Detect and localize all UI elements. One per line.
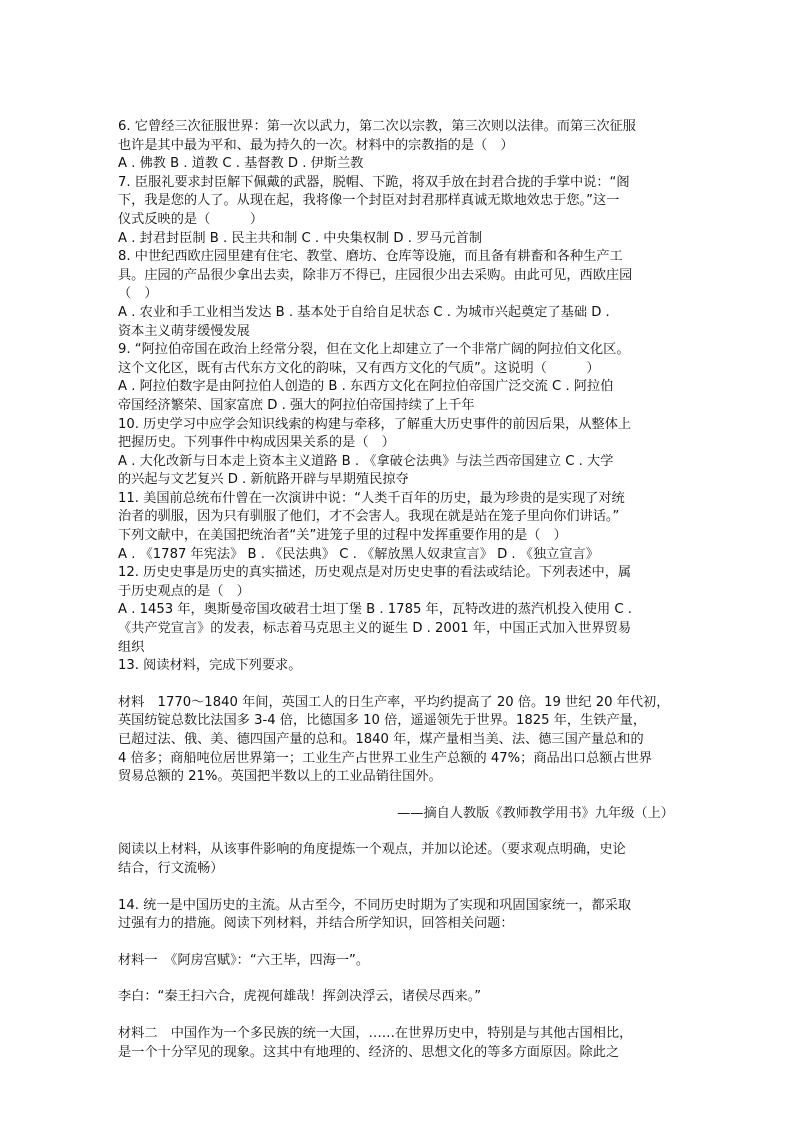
question-text: 下列文献中，在美国把统治者“关”进笼子里的过程中发挥重要作用的是（ ） [118, 528, 567, 544]
material-text: 贸易总额的 21%。英国把半数以上的工业品销往国外。 [118, 769, 442, 785]
question-options: A . 封君封臣制 B . 民主共和制 C . 中央集权制 D . 罗马元首制 [118, 230, 483, 246]
spacer [118, 787, 678, 805]
spacer [118, 676, 678, 694]
spacer [118, 879, 678, 897]
spacer [118, 1007, 678, 1025]
question-6 [118, 118, 678, 174]
material-text: 是一个十分罕见的现象。这其中有地理的、经济的、思想文化的等多方面原因。除此之 [118, 1044, 620, 1060]
question-14 [118, 897, 678, 1063]
spacer [118, 934, 678, 952]
question-text: 12. 历史史事是历史的真实描述，历史观点是对历史史事的看法或结论。下列表述中，属 [118, 565, 632, 581]
question-text: 具。庄园的产品很少拿出去卖，除非万不得已，庄园很少出去采购。由此可见，西欧庄园 [118, 267, 633, 283]
question-options: A . 佛教 B . 道教 C . 基督教 D . 伊斯兰教 [118, 156, 364, 172]
question-text: 于历史观点的是（ ） [118, 583, 250, 599]
question-10 [118, 416, 678, 490]
question-options: 《共产党宣言》的发表，标志着马克思主义的诞生 D . 2001 年，中国正式加入世界贸易 [118, 621, 632, 637]
material-text: 英国纺锭总数比法国多 3-4 倍，比德国多 10 倍，遥遥领先于世界。1825 年，生铁产量， [118, 713, 647, 729]
question-options: 帝国经济繁荣、国家富庶 D . 强大的阿拉伯帝国持续了上千年 [118, 397, 475, 413]
question-text: （ ） [118, 286, 158, 302]
question-text: 这个文化区，既有古代东方文化的韵味，又有西方文化的气质”。这说明（ ） [118, 360, 600, 376]
question-text: 14. 统一是中国历史的主流。从古至今，不同历史时期为了实现和巩固国家统一，都采取 [118, 897, 632, 913]
question-options: A . 农业和手工业相当发达 B . 基本处于自给自足状态 C . 为城市兴起奠定了基础 D . [118, 304, 610, 320]
material-text: 4 倍多；商船吨位居世界第一；工业生产占世界工业生产总额的 47%；商品出口总额占世界 [118, 750, 653, 766]
question-text: 仪式反映的是（ ） [118, 211, 264, 227]
question-text: 也许是其中最为平和、最为持久的一次。材料中的宗教指的是（ ） [118, 137, 514, 153]
task-text: 结合，行文流畅） [118, 860, 224, 876]
question-text: 13. 阅读材料，完成下列要求。 [118, 658, 302, 674]
question-options: 组织 [118, 639, 145, 655]
question-text: 治者的驯服，因为只有驯服了他们，才不会害人。我现在就是站在笼子里向你们讲话。” [118, 509, 620, 525]
material-text: 材料 1770～1840 年间，英国工人的日生产率，平均约提高了 20 倍。19 世纪 20 年代初， [118, 694, 670, 710]
question-options: 资本主义萌芽缓慢发展 [118, 323, 250, 339]
question-text: 过强有力的措施。阅读下列材料，并结合所学知识，回答相关问题： [118, 916, 514, 932]
material-text: 材料一 《阿房宫赋》：“六王毕，四海一”。 [118, 952, 370, 968]
task-text: 阅读以上材料，从该事件影响的角度提炼一个观点，并加以论述。（要求观点明确，史论 [118, 842, 626, 858]
question-text: 7. 臣服礼要求封臣解下佩戴的武器，脱帽、下跪，将双手放在封君合拢的手掌中说：“阁 [118, 174, 630, 190]
question-12 [118, 564, 678, 657]
material-source: ——摘自人教版《教师教学用书》九年级（上） [397, 805, 674, 821]
material-text: 已超过法、俄、美、德四国产量的总和。1840 年，煤产量相当美、法、德三国产量总和的 [118, 732, 644, 747]
question-options: A . 1453 年，奥斯曼帝国攻破君士坦丁堡 B . 1785 年，瓦特改进的蒸汽机投入使用 C . [118, 602, 632, 618]
question-options: A . 阿拉伯数字是由阿拉伯人创造的 B . 东西方文化在阿拉伯帝国广泛交流 C . 阿拉伯 [118, 379, 614, 395]
question-options: A . 《1787 年宪法》 B . 《民法典》 C . 《解放黑人奴隶宣言》 D . 《独立宣言》 [118, 546, 599, 562]
question-11 [118, 490, 678, 564]
spacer [118, 823, 678, 841]
material-text: 材料二 中国作为一个多民族的统一大国，……在世界历史中，特别是与其他古国相比， [118, 1025, 633, 1041]
question-options: A . 大化改新与日本走上资本主义道路 B . 《拿破仑法典》与法兰西帝国建立 C . 大学 [118, 453, 614, 469]
question-text: 11. 美国前总统布什曾在一次演讲中说：“人类千百年的历史，最为珍贵的是实现了对统 [118, 490, 625, 506]
question-options: 的兴起与文艺复兴 D . 新航路开辟与早期殖民掠夺 [118, 472, 409, 488]
spacer [118, 970, 678, 988]
question-text: 9. “阿拉伯帝国在政治上经常分裂，但在文化上却建立了一个非常广阔的阿拉伯文化区。 [118, 342, 630, 358]
material-text: 李白：“秦王扫六合，虎视何雄哉！挥剑决浮云，诸侯尽西来。” [118, 989, 482, 1005]
question-text: 下，我是您的人了。从现在起，我将像一个封臣对封君那样真诚无欺地效忠于您。”这一 [118, 193, 620, 209]
question-9 [118, 341, 678, 415]
question-text: 10. 历史学习中应学会知识线索的构建与牵移，了解重大历史事件的前因后果，从整体上 [118, 416, 632, 432]
document-content [118, 118, 678, 1062]
question-13 [118, 657, 678, 878]
question-text: 6. 它曾经三次征服世界：第一次以武力，第二次以宗教，第三次则以法律。而第三次征服 [118, 119, 636, 134]
question-7 [118, 174, 678, 248]
question-text: 把握历史。下列事件中构成因果关系的是（ ） [118, 435, 395, 451]
question-text: 8. 中世纪西欧庄园里建有住宅、教堂、磨坊、仓库等设施，而且备有耕畜和各种生产工 [118, 249, 623, 265]
question-8 [118, 248, 678, 341]
